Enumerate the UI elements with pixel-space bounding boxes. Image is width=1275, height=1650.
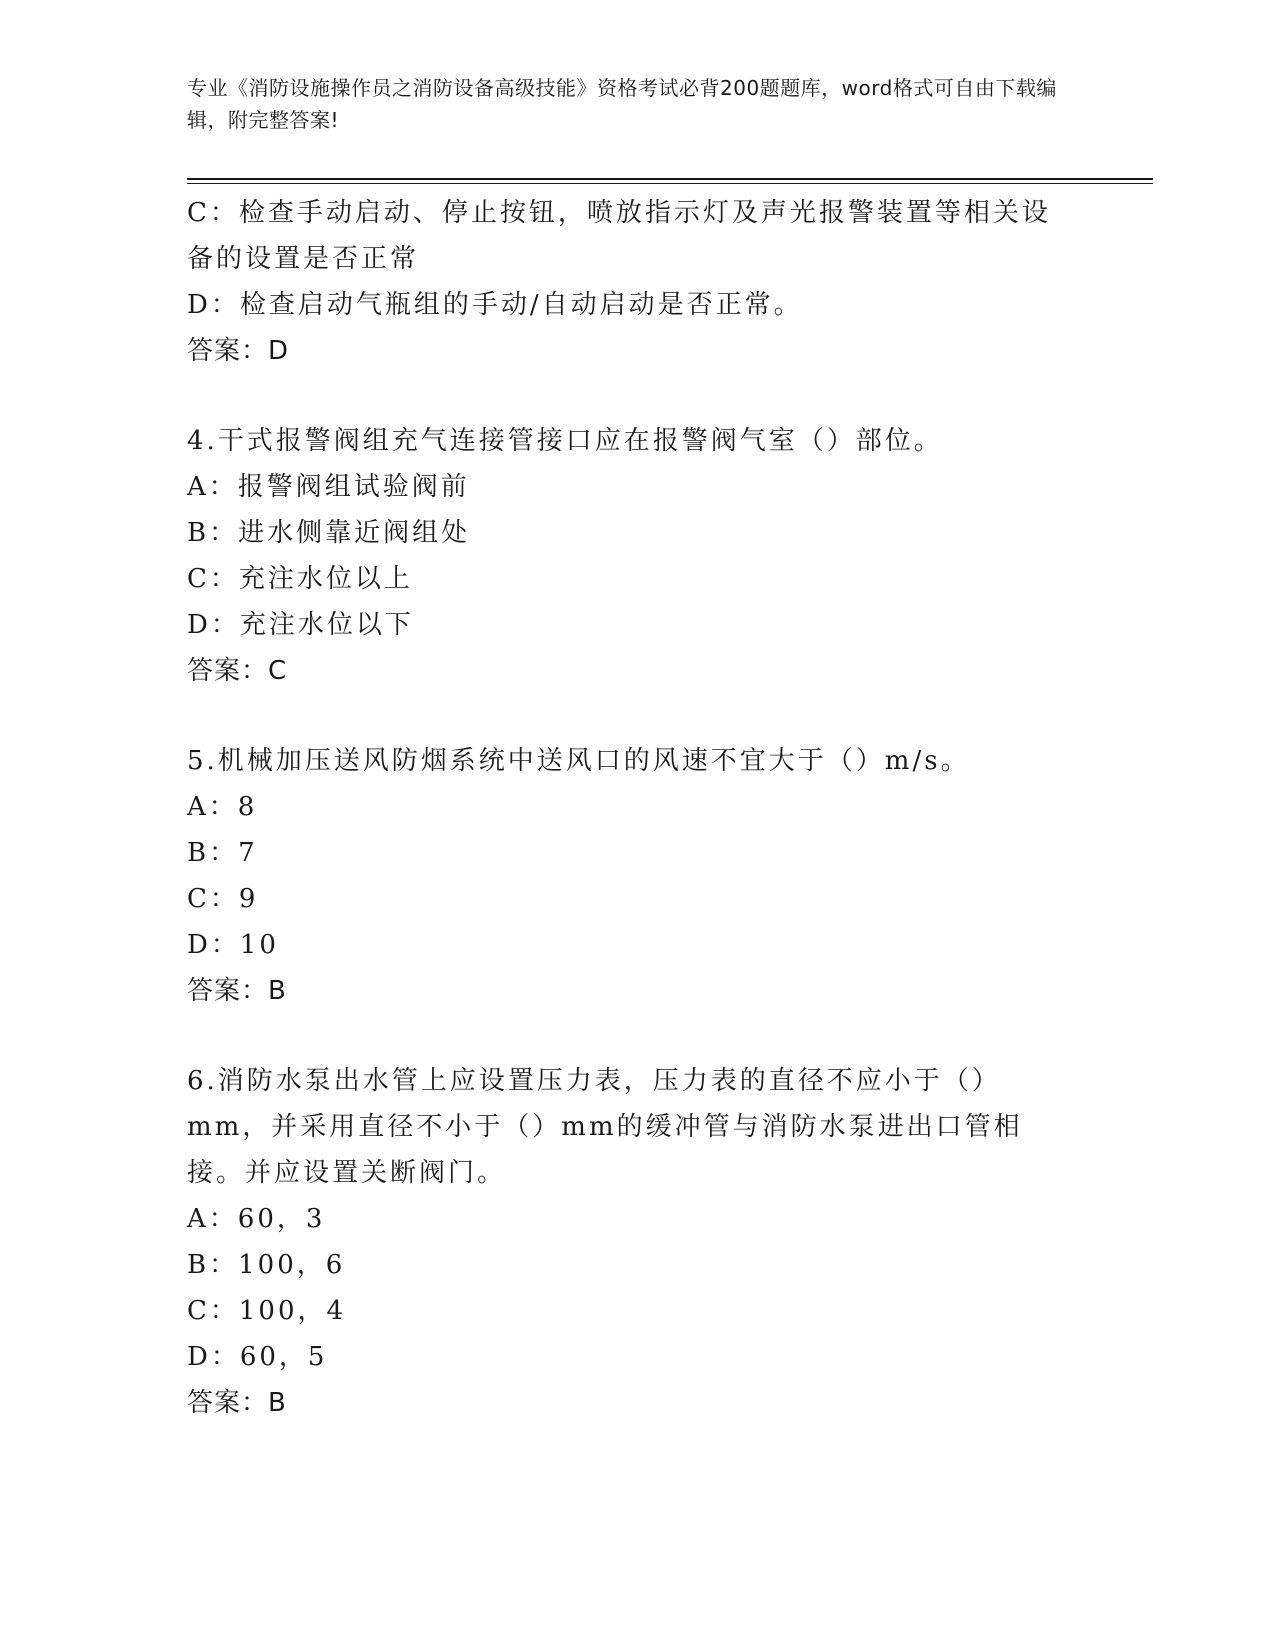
option-b: B：7 [187, 838, 258, 868]
answer-label: 答案：B [187, 1388, 287, 1418]
option-a: A：8 [187, 792, 258, 822]
answer-label: 答案：D [187, 336, 290, 366]
document-header: 专业《消防设施操作员之消防设备高级技能》资格考试必背200题题库，word格式可自由下载编辑，附完整答案! [187, 76, 1057, 132]
option-a: A：60，3 [187, 1204, 326, 1234]
option-c: C：检查手动启动、停止按钮，喷放指示灯及声光报警装置等相关设备的设置是否正常 [187, 198, 1051, 274]
answer-label: 答案：C [187, 656, 288, 686]
option-d: D：充注水位以下 [187, 610, 414, 640]
question-text: 6.消防水泵出水管上应设置压力表，压力表的直径不应小于（）mm，并采用直径不小于（）mm的缓冲管与消防水泵进出口管相接。并应设置关断阀门。 [187, 1066, 1023, 1188]
option-d: D：检查启动气瓶组的手动/自动启动是否正常。 [187, 290, 803, 320]
option-a: A：报警阀组试验阀前 [187, 472, 470, 502]
header-divider-thin [187, 183, 1153, 184]
spacer [187, 374, 1087, 418]
question-content [187, 190, 1087, 1426]
spacer [187, 694, 1087, 738]
spacer [187, 1014, 1087, 1058]
option-c: C：9 [187, 884, 259, 914]
header-divider-thick [187, 178, 1153, 180]
question-text: 5.机械加压送风防烟系统中送风口的风速不宜大于（）m/s。 [187, 746, 970, 776]
option-c: C：充注水位以上 [187, 564, 413, 594]
question-6 [187, 1058, 1087, 1426]
option-b: B：进水侧靠近阀组处 [187, 518, 471, 548]
question-5 [187, 738, 1087, 1014]
option-b: B：100，6 [187, 1250, 346, 1280]
question-text: 4.干式报警阀组充气连接管接口应在报警阀气室（）部位。 [187, 426, 943, 456]
option-d: D：60，5 [187, 1342, 328, 1372]
option-d: D：10 [187, 930, 279, 960]
answer-label: 答案：B [187, 976, 287, 1006]
option-c: C：100，4 [187, 1296, 347, 1326]
question-4 [187, 418, 1087, 694]
question-3-tail [187, 190, 1087, 374]
